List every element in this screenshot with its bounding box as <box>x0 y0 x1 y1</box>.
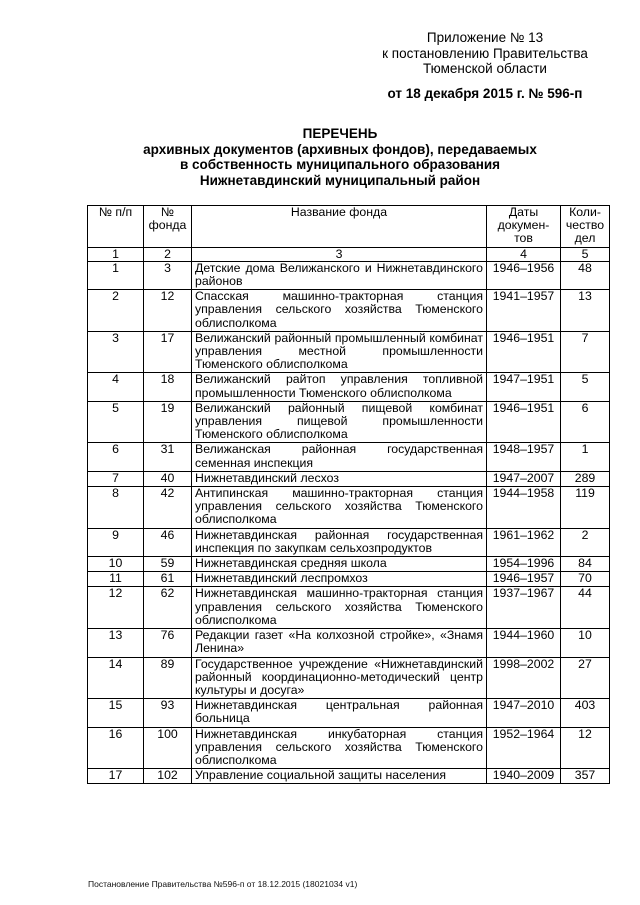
appendix-date: от 18 декабря 2015 г. № 596-п <box>387 85 583 101</box>
fond-name-cell: Управление социальной защиты населения <box>192 769 487 784</box>
dates-cell: 1941–1957 <box>487 290 561 332</box>
count-cell: 48 <box>561 261 610 289</box>
row-number-cell: 11 <box>88 572 144 587</box>
dates-cell: 1946–1951 <box>487 401 561 443</box>
table-row <box>88 727 610 769</box>
row-number-cell: 15 <box>88 699 144 727</box>
fond-name-cell: Нижнетавдинская инкубаторная станция управления сельского хозяйства Тюменского облисполкома <box>192 727 487 769</box>
dates-cell: 1998–2002 <box>487 657 561 699</box>
fond-name-cell: Нижнетавдинская центральная районная больница <box>192 699 487 727</box>
dates-cell: 1944–1960 <box>487 629 561 657</box>
count-cell: 5 <box>561 373 610 401</box>
row-number-cell: 6 <box>88 443 144 471</box>
fond-number-cell: 46 <box>144 528 192 556</box>
row-number-cell: 14 <box>88 657 144 699</box>
fond-number-cell: 17 <box>144 331 192 373</box>
count-cell: 27 <box>561 657 610 699</box>
dates-cell: 1940–2009 <box>487 769 561 784</box>
table-row <box>88 587 610 629</box>
title-line-3: в собственность муниципального образования <box>179 157 501 172</box>
document-title <box>40 126 640 188</box>
row-number-cell: 7 <box>88 471 144 486</box>
appendix-region: Тюменской области <box>423 61 547 76</box>
fond-number-cell: 3 <box>144 261 192 289</box>
row-number-cell: 13 <box>88 629 144 657</box>
row-number-cell: 10 <box>88 557 144 572</box>
fond-number-cell: 19 <box>144 401 192 443</box>
fond-name-cell: Спасская машинно-тракторная станция управления сельского хозяйства Тюменского облисполкома <box>192 290 487 332</box>
fond-name-cell: Нижнетавдинский леспромхоз <box>192 572 487 587</box>
table-row <box>88 487 610 529</box>
header-fond: № фонда <box>144 206 192 248</box>
table-row <box>88 629 610 657</box>
table-row <box>88 769 610 784</box>
fond-name-cell: Детские дома Велижанского и Нижнетавдинского районов <box>192 261 487 289</box>
count-cell: 119 <box>561 487 610 529</box>
header-count: Коли-чество дел <box>561 206 610 248</box>
table-row <box>88 471 610 486</box>
count-cell: 84 <box>561 557 610 572</box>
footer-note: Постановление Правительства №596-п от 18.12.2015 (18021034 v1) <box>88 879 358 889</box>
dates-cell: 1947–2007 <box>487 471 561 486</box>
column-number: 1 <box>88 247 144 261</box>
table-row <box>88 331 610 373</box>
fond-number-cell: 42 <box>144 487 192 529</box>
table-row <box>88 261 610 289</box>
count-cell: 13 <box>561 290 610 332</box>
row-number-cell: 12 <box>88 587 144 629</box>
fond-number-cell: 93 <box>144 699 192 727</box>
count-cell: 1 <box>561 443 610 471</box>
dates-cell: 1952–1964 <box>487 727 561 769</box>
header-dates: Даты докумен-тов <box>487 206 561 248</box>
archive-table <box>87 205 610 784</box>
count-cell: 2 <box>561 528 610 556</box>
fond-number-cell: 102 <box>144 769 192 784</box>
row-number-cell: 8 <box>88 487 144 529</box>
table-body <box>88 261 610 784</box>
row-number-cell: 4 <box>88 373 144 401</box>
count-cell: 289 <box>561 471 610 486</box>
table-row <box>88 557 610 572</box>
fond-number-cell: 40 <box>144 471 192 486</box>
table-row <box>88 699 610 727</box>
table-row <box>88 401 610 443</box>
fond-name-cell: Нижнетавдинский лесхоз <box>192 471 487 486</box>
fond-name-cell: Редакции газет «На колхозной стройке», «Знамя Ленина» <box>192 629 487 657</box>
fond-number-cell: 62 <box>144 587 192 629</box>
count-cell: 12 <box>561 727 610 769</box>
fond-name-cell: Государственное учреждение «Нижнетавдинский районный координационно-методический центр культуры и досуга» <box>192 657 487 699</box>
fond-number-cell: 100 <box>144 727 192 769</box>
appendix-reference: к постановлению Правительства <box>382 45 588 61</box>
table-row <box>88 443 610 471</box>
row-number-cell: 9 <box>88 528 144 556</box>
title-heading: ПЕРЕЧЕНЬ <box>302 126 378 141</box>
table-row <box>88 290 610 332</box>
table-header-row <box>88 206 610 248</box>
column-number-row <box>88 247 610 261</box>
column-number: 4 <box>487 247 561 261</box>
fond-name-cell: Нижнетавдинская машинно-тракторная станция управления сельского хозяйства Тюменского облисполкома <box>192 587 487 629</box>
column-number: 2 <box>144 247 192 261</box>
column-number: 5 <box>561 247 610 261</box>
fond-number-cell: 31 <box>144 443 192 471</box>
row-number-cell: 17 <box>88 769 144 784</box>
row-number-cell: 1 <box>88 261 144 289</box>
dates-cell: 1946–1957 <box>487 572 561 587</box>
fond-number-cell: 12 <box>144 290 192 332</box>
fond-name-cell: Велижанский районный промышленный комбинат управления местной промышленности Тюменского облисполкома <box>192 331 487 373</box>
fond-name-cell: Нижнетавдинская районная государственная инспекция по закупкам сельхозпродуктов <box>192 528 487 556</box>
count-cell: 6 <box>561 401 610 443</box>
dates-cell: 1944–1958 <box>487 487 561 529</box>
dates-cell: 1947–2010 <box>487 699 561 727</box>
header-num: № п/п <box>88 206 144 248</box>
count-cell: 44 <box>561 587 610 629</box>
fond-number-cell: 18 <box>144 373 192 401</box>
fond-number-cell: 76 <box>144 629 192 657</box>
row-number-cell: 16 <box>88 727 144 769</box>
dates-cell: 1946–1951 <box>487 331 561 373</box>
dates-cell: 1954–1996 <box>487 557 561 572</box>
fond-number-cell: 59 <box>144 557 192 572</box>
dates-cell: 1947–1951 <box>487 373 561 401</box>
fond-number-cell: 89 <box>144 657 192 699</box>
title-line-2: архивных документов (архивных фондов), передаваемых <box>143 141 537 157</box>
dates-cell: 1937–1967 <box>487 587 561 629</box>
column-number: 3 <box>192 247 487 261</box>
fond-name-cell: Велижанский райтоп управления топливной промышленности Тюменского облисполкома <box>192 373 487 401</box>
table-row <box>88 572 610 587</box>
fond-name-cell: Велижанский районный пищевой комбинат управления пищевой промышленности Тюменского облисполкома <box>192 401 487 443</box>
dates-cell: 1948–1957 <box>487 443 561 471</box>
fond-name-cell: Антипинская машинно-тракторная станция управления сельского хозяйства Тюменского облисполкома <box>192 487 487 529</box>
table-row <box>88 657 610 699</box>
title-line-4: Нижнетавдинский муниципальный район <box>199 172 481 188</box>
appendix-number: Приложение № 13 <box>426 30 544 45</box>
count-cell: 10 <box>561 629 610 657</box>
fond-number-cell: 61 <box>144 572 192 587</box>
appendix-block <box>360 30 610 101</box>
fond-name-cell: Нижнетавдинская средняя школа <box>192 557 487 572</box>
count-cell: 357 <box>561 769 610 784</box>
fond-name-cell: Велижанская районная государственная семенная инспекция <box>192 443 487 471</box>
dates-cell: 1946–1956 <box>487 261 561 289</box>
row-number-cell: 2 <box>88 290 144 332</box>
table-row <box>88 528 610 556</box>
dates-cell: 1961–1962 <box>487 528 561 556</box>
table-row <box>88 373 610 401</box>
row-number-cell: 5 <box>88 401 144 443</box>
header-name: Название фонда <box>192 206 487 248</box>
row-number-cell: 3 <box>88 331 144 373</box>
count-cell: 403 <box>561 699 610 727</box>
count-cell: 70 <box>561 572 610 587</box>
count-cell: 7 <box>561 331 610 373</box>
